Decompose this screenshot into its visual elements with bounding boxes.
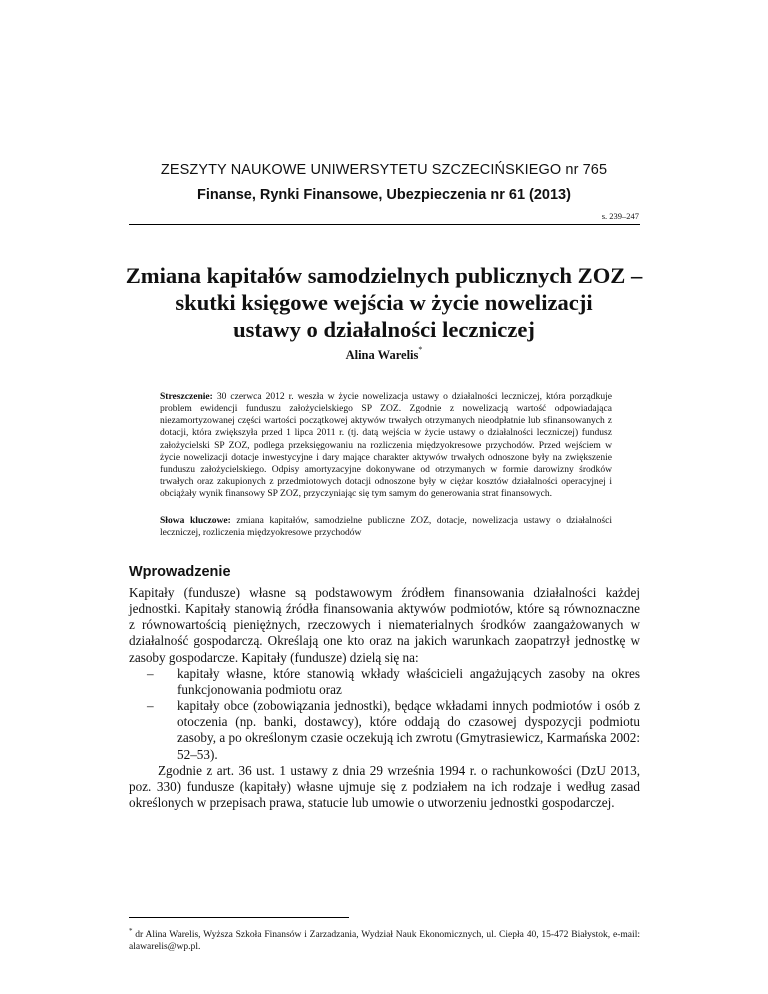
list-item: [129, 698, 640, 763]
keywords-label: Słowa kluczowe:: [160, 515, 231, 526]
list-dash: –: [147, 665, 154, 681]
paragraph: Zgodnie z art. 36 ust. 1 ustawy z dnia 29 września 1994 r. o rachunkowości (DzU 2013, poz. 330) fundusze (kapitały) własne ujmuje się z podziałem na ich rodzaje i według zasad określonych w przepisach prawa, statucie lub umowie o utworzeniu jednostki gospodarczej.: [129, 762, 640, 811]
footnote-rule: [129, 917, 349, 918]
list-item: [129, 666, 640, 698]
author: [0, 347, 768, 363]
list-item-text: kapitały obce (zobowiązania jednostki), będące wkładami innych podmiotów i osób z otoczenia (np. banki, dostawcy), które oddają do czasowej dyspozycji podmiotu zasoby, a po określonym czasie oczekują ich zwrotu (Gmytrasiewicz, Karmańska 2002: 52–53).: [177, 698, 640, 762]
author-footnote-mark: *: [418, 345, 423, 354]
keywords-text: zmiana kapitałów, samodzielne publiczne ZOZ, dotacje, nowelizacja ustawy o działalności leczniczej, rozliczenia międzyokresowe przychodów: [160, 515, 612, 539]
abstract-label: Streszczenie:: [160, 391, 213, 402]
article-title: [110, 262, 658, 343]
journal-series: ZESZYTY NAUKOWE UNIWERSYTETU SZCZECIŃSKIEGO nr 765: [160, 162, 608, 178]
title-line: Zmiana kapitałów samodzielnych publicznych ZOZ –: [125, 263, 643, 288]
title-line: skutki księgowe wejścia w życie nowelizacji: [175, 290, 593, 315]
title-line: ustawy o działalności leczniczej: [233, 317, 535, 342]
header-rule: [129, 224, 640, 225]
journal-subseries: Finanse, Rynki Finansowe, Ubezpieczenia nr 61 (2013): [197, 187, 571, 203]
keywords: [160, 515, 612, 539]
body-text: [129, 585, 640, 811]
list-item-text: kapitały własne, które stanowią wkłady właścicieli angażujących zasoby na okres funkcjonowania podmiotu oraz: [177, 665, 640, 697]
footnote-text: dr Alina Warelis, Wyższa Szkoła Finansów i Zarzadzania, Wydział Nauk Ekonomicznych, ul. Ciepła 40, 15-472 Białystok, e-mail: alawarelis@wp.pl.: [129, 929, 640, 953]
footnote: [129, 925, 640, 953]
author-name: Alina Warelis: [345, 348, 419, 363]
page-range: s. 239–247: [601, 211, 639, 221]
list-dash: –: [147, 698, 154, 714]
abstract-text: 30 czerwca 2012 r. weszła w życie nowelizacja ustawy o działalności leczniczej, która porządkuje problem ewidencji funduszu założycielskiego SP ZOZ. Zgodnie z nowelizacją wartość odpowiadająca niezamortyzowanej części wartości początkowej aktywów trwałych otrzymanych nieodpłatnie lub sfinansowanych z dotacji, która zwiększyła przed 1 lipca 2011 r. (tj. datą wejścia w życie ustawy o działalności leczniczej) fundusz założycielski SP ZOZ, podlega przeksięgowaniu na rozliczenia międzyokresowe przychodów. Przed wejściem w życie nowelizacji dotacje inwestycyjne i dary mające charakter aktywów trwałych odnoszone były na zwiększenie funduszu założycielskiego. Odpisy amortyzacyjne dokonywane od otrzymanych w formie darowizny środków trwałych oraz zakupionych z przedmiotowych dotacji odnoszone były w ciężar kosztów działalności operacyjnej i obciążały wynik finansowy SP ZOZ, przyczyniając się tym samym do generowania strat finansowych.: [160, 391, 612, 500]
abstract: [160, 391, 612, 500]
footnote-mark: *: [129, 927, 133, 935]
section-heading: Wprowadzenie: [129, 564, 231, 580]
paragraph: Kapitały (fundusze) własne są podstawowym źródłem finansowania działalności każdej jednostki. Kapitały stanowią źródła finansowania aktywów podmiotów, które są równoznaczne z równowartością pieniężnych, rzeczowych i niematerialnych środków zaangażowanych w działalność gospodarczą. Określają one kto oraz na jakich warunkach zaopatrzył jednostkę w zasoby gospodarcze. Kapitały (fundusze) dzielą się na:: [129, 585, 640, 665]
